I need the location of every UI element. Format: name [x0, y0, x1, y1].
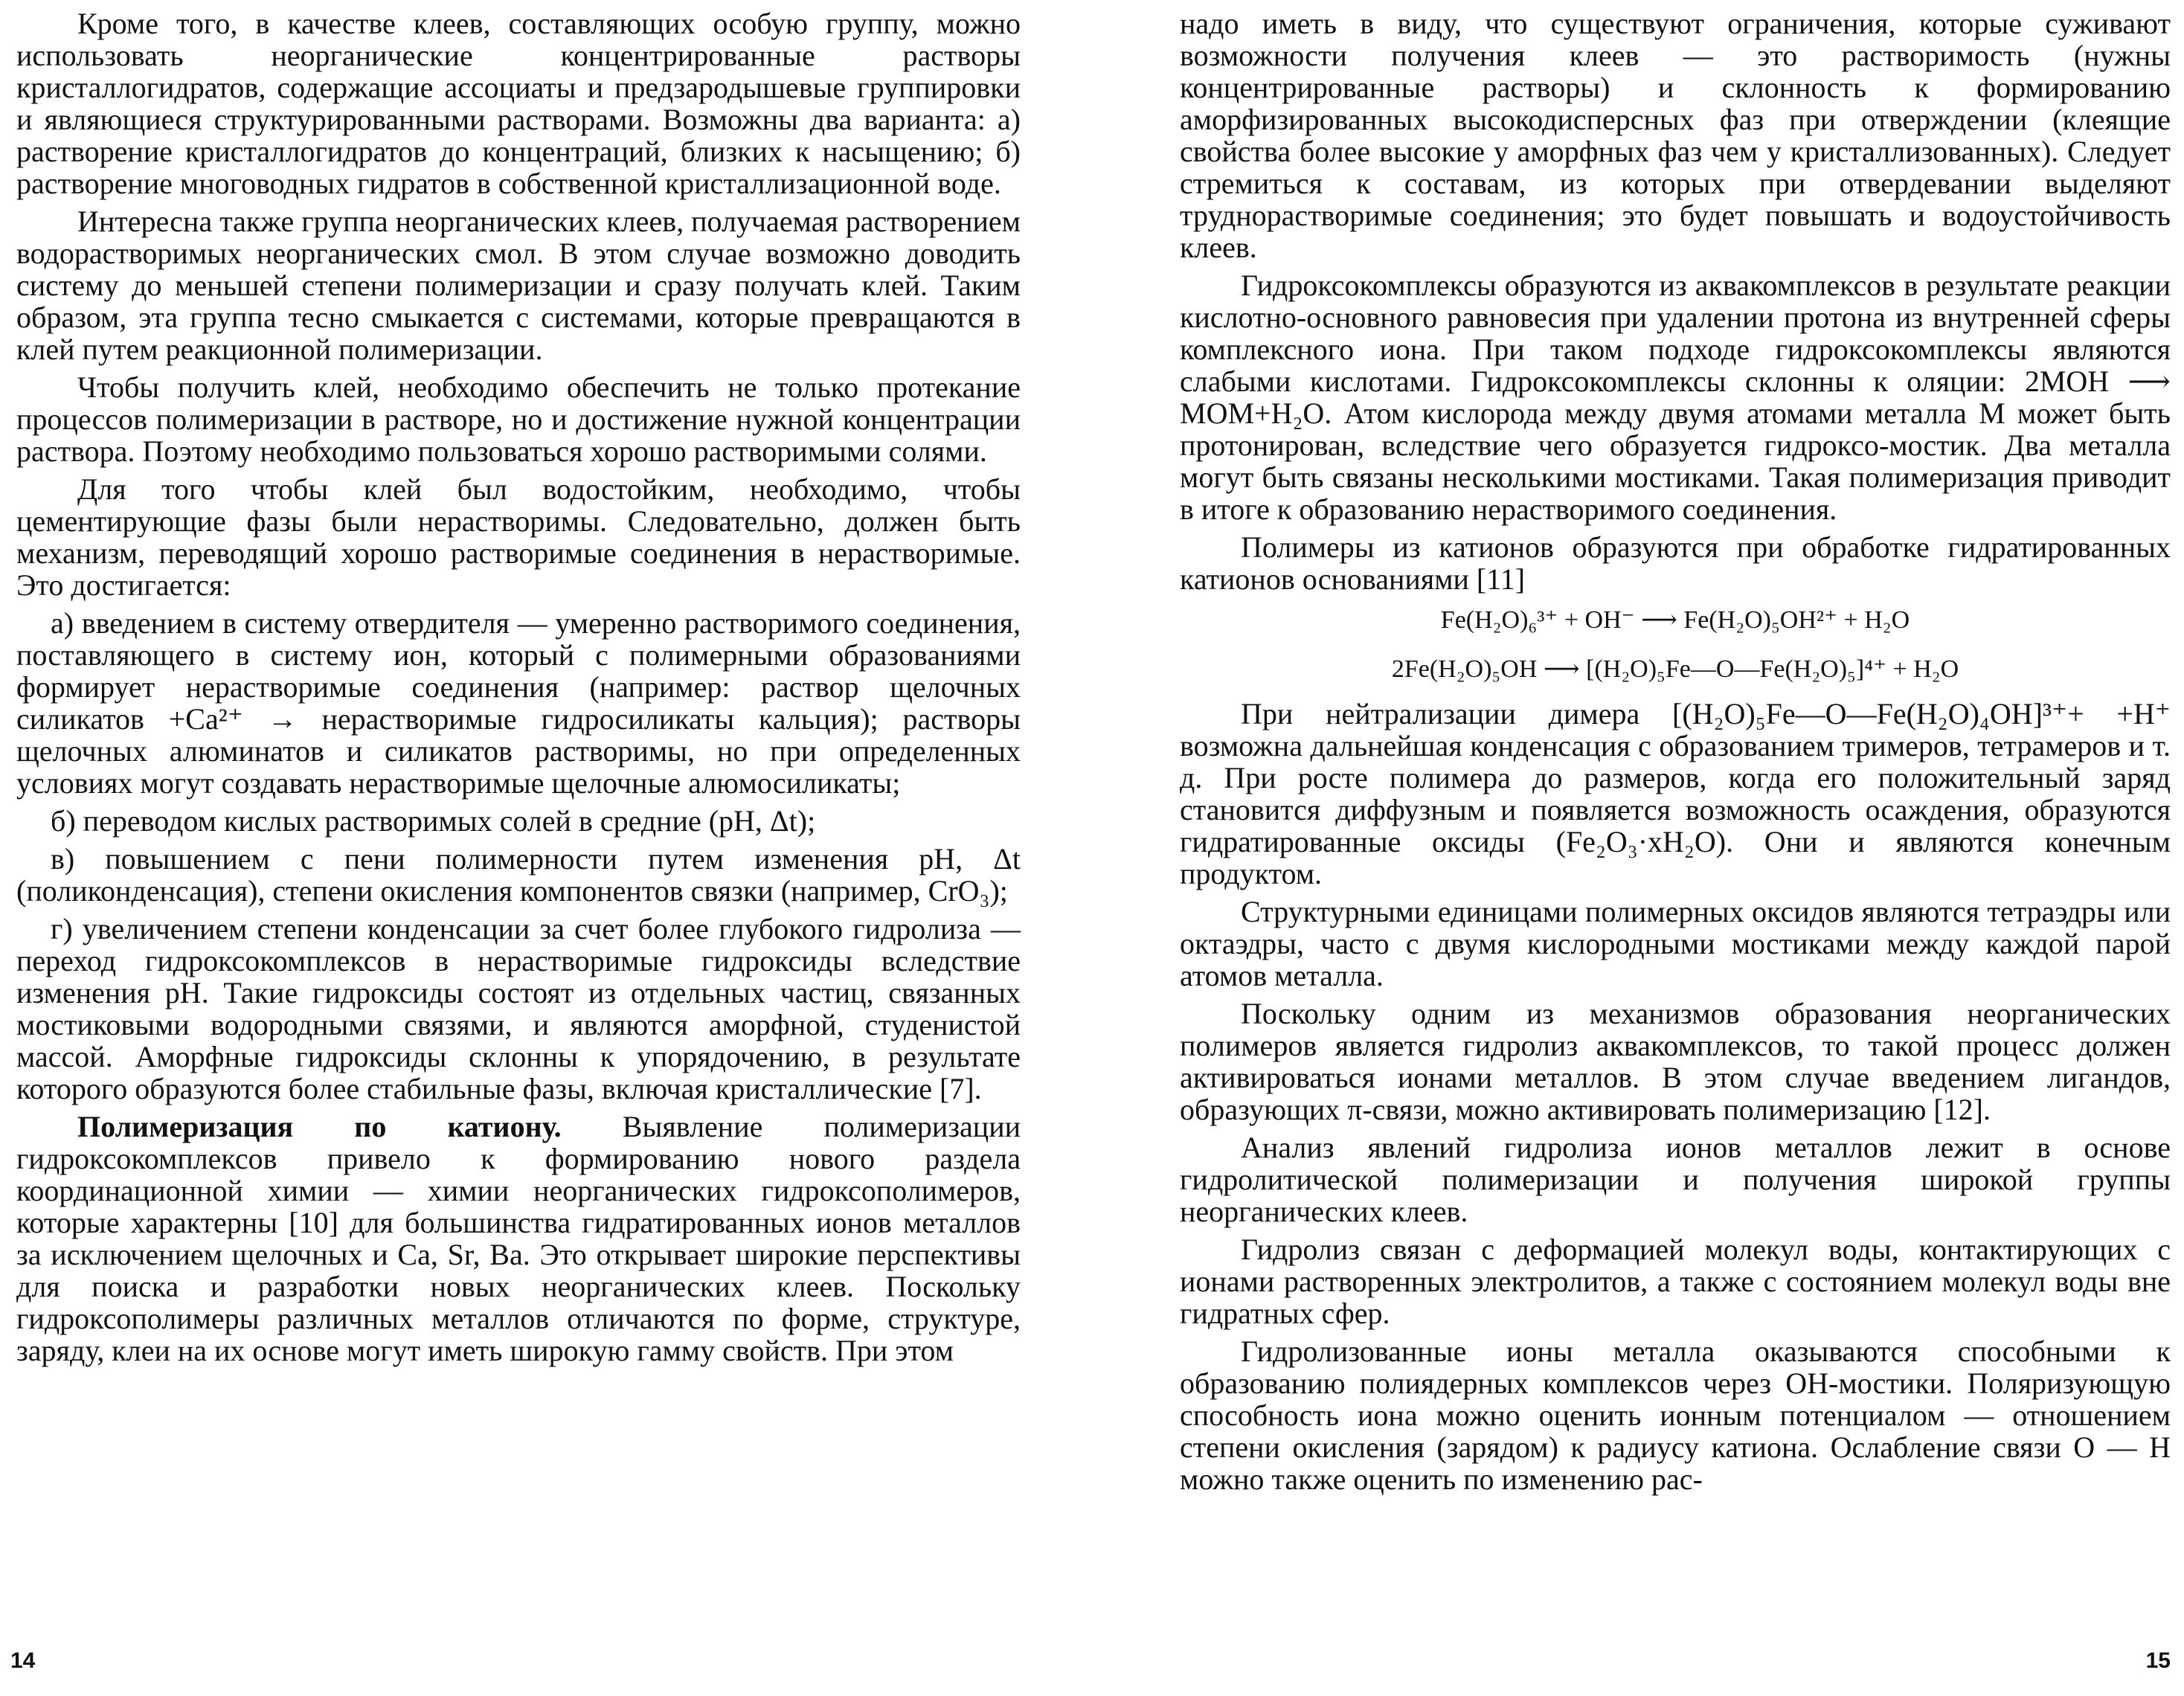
- paragraph: Структурными единицами полимерных оксидов являются тетраэдры или октаэдры, часто с двумя кислородными мостиками между каждой парой атомов металла.: [1180, 895, 2171, 992]
- paragraph: Поскольку одним из механизмов образования неорганических полимеров является гидролиз аквакомплексов, то такой процесс должен активироваться ионами металлов. В этом случае введением лигандов, образующих π-связи, можно активировать полимеризацию [12].: [1180, 997, 2171, 1126]
- page-number: 15: [2145, 1648, 2171, 1673]
- list-item: б) переводом кислых растворимых солей в средние (pH, Δt);: [51, 804, 816, 838]
- paragraph: Для того чтобы клей был водостойким, необходимо, чтобы цементирующие фазы были нерастворимы. Следовательно, должен быть механизм, переводящий хорошо растворимые соединения в нерастворимые. Это достигается:: [16, 472, 1021, 602]
- paragraph: Чтобы получить клей, необходимо обеспечить не только протекание процессов полимеризации в растворе, но и достижение нужной концентрации раствора. Поэтому необходимо пользоваться хорошо растворимыми солями.: [16, 370, 1021, 468]
- section-text: Выявление полимеризации гидроксокомплексов привело к формированию нового раздела координационной химии — химии неорганических гидроксополимеров, которые характерны [10] для большинства гидратированных ионов металлов за исключением щелочных и Ca, Sr, Ba. Это открывает широкие перспективы для поиска и разработки новых неорганических клеев. Поскольку гидроксополимеры различных металлов отличаются по форме, структуре, заряду, клеи на их основе могут иметь широкую гамму свойств. При этом: [16, 1110, 1021, 1367]
- paragraph: Гидролизованные ионы металла оказываются способными к образованию полиядерных комплексов через OH-мостики. Поляризующую способность иона можно оценить ионным потенциалом — отношением степени окисления (зарядом) к радиусу катиона. Ослабление связи O — H можно также оценить по изменению рас-: [1180, 1334, 2171, 1496]
- equation: Fe(H₂O)₆³⁺ + OH⁻ ⟶ Fe(H₂O)₅OH²⁺ + H₂O: [1440, 606, 1910, 634]
- section-heading: Полимеризация по катиону.: [77, 1110, 562, 1143]
- section-paragraph: [16, 1111, 1021, 1366]
- paragraph: Кроме того, в качестве клеев, составляющих особую группу, можно использовать неорганические концентрированные растворы кристаллогидратов, содержащие ассоциаты и предзародышевые группировки и являющиеся структурированными растворами. Возможны два варианта: а) растворение кристаллогидратов до концентраций, близких к насыщению; б) растворение многоводных гидратов в собственной кристаллизационной воде.: [16, 7, 1021, 200]
- paragraph: Анализ явлений гидролиза ионов металлов лежит в основе гидролитической полимеризации и получения широкой группы неорганических клеев.: [1180, 1131, 2171, 1228]
- list-item: г) увеличением степени конденсации за счет более глубокого гидролиза — переход гидроксокомплексов в нерастворимые гидроксиды вследствие изменения pH. Такие гидроксиды состоят из отдельных частиц, связанных мостиковыми водородными связями, и являются аморфной, студенистой массой. Аморфные гидроксиды склонны к упорядочению, в результате которого образуются более стабильные фазы, включая кристаллические [7].: [16, 912, 1021, 1105]
- right-page: [1092, 0, 2184, 1696]
- equation: 2Fe(H₂O)₅OH ⟶ [(H₂O)₅Fe—O—Fe(H₂O)₅]⁴⁺ + H₂O: [1391, 655, 1959, 683]
- paragraph: надо иметь в виду, что существуют ограничения, которые суживают возможности получения клеев — это растворимость (нужны концентрированные растворы) и склонность к формированию аморфизированных высокодисперсных фаз при отверждении (клеящие свойства более высокие у аморфных фаз чем у кристаллизованных). Следует стремиться к составам, из которых при отвердевании выделяют труднорастворимые соединения; это будет повышать и водоустойчивость клеев.: [1180, 7, 2171, 264]
- page-number: 14: [10, 1648, 36, 1673]
- list-item: а) введением в систему отвердителя — умеренно растворимого соединения, поставляющего в систему ион, который с полимерными образованиями формирует нерастворимые соединения (например: раствор щелочных силикатов +Ca²⁺ → нерастворимые гидросиликаты кальция); растворы щелочных алюминатов и силикатов растворимы, но при определенных условиях могут создавать нерастворимые щелочные алюмосиликаты;: [16, 606, 1021, 800]
- left-page-text-column: [16, 7, 1021, 1366]
- list-item: в) повышением с пени полимерности путем изменения pH, Δt (поликонденсация), степени окисления компонентов связки (например, CrO₃);: [16, 842, 1021, 908]
- equation-block: [1180, 606, 2171, 684]
- paragraph: Полимеры из катионов образуются при обработке гидратированных катионов основаниями [11]: [1180, 530, 2171, 596]
- paragraph: Интересна также группа неорганических клеев, получаемая растворением водорастворимых неорганических смол. В этом случае возможно доводить систему до меньшей степени полимеризации и сразу получать клей. Таким образом, эта группа тесно смыкается с системами, которые превращаются в клей путем реакционной полимеризации.: [16, 205, 1021, 366]
- paragraph: При нейтрализации димера [(H₂O)₅Fe—O—Fe(H₂O)₄OH]³⁺+ +H⁺ возможна дальнейшая конденсация с образованием тримеров, тетрамеров и т. д. При росте полимера до размеров, когда его положительный заряд становится диффузным и появляется возможность осаждения, образуются гидратированные оксиды (Fe₂O₃·xH₂O). Они и являются конечным продуктом.: [1180, 697, 2171, 890]
- paragraph: Гидроксокомплексы образуются из аквакомплексов в результате реакции кислотно-основного равновесия при удалении протона из внутренней сферы комплексного иона. При таком подходе гидроксокомплексы являются слабыми кислотами. Гидроксокомплексы склонны к оляции: 2MOH ⟶ MOM+H₂O. Атом кислорода между двумя атомами металла M может быть протонирован, вследствие чего образуется гидроксо-мостик. Два металла могут быть связаны несколькими мостиками. Такая полимеризация приводит в итоге к образованию нерастворимого соединения.: [1180, 269, 2171, 526]
- right-page-text-column: [1180, 7, 2171, 1495]
- paragraph: Гидролиз связан с деформацией молекул воды, контактирующих с ионами растворенных электролитов, а также с состоянием молекул воды вне гидратных сфер.: [1180, 1233, 2171, 1330]
